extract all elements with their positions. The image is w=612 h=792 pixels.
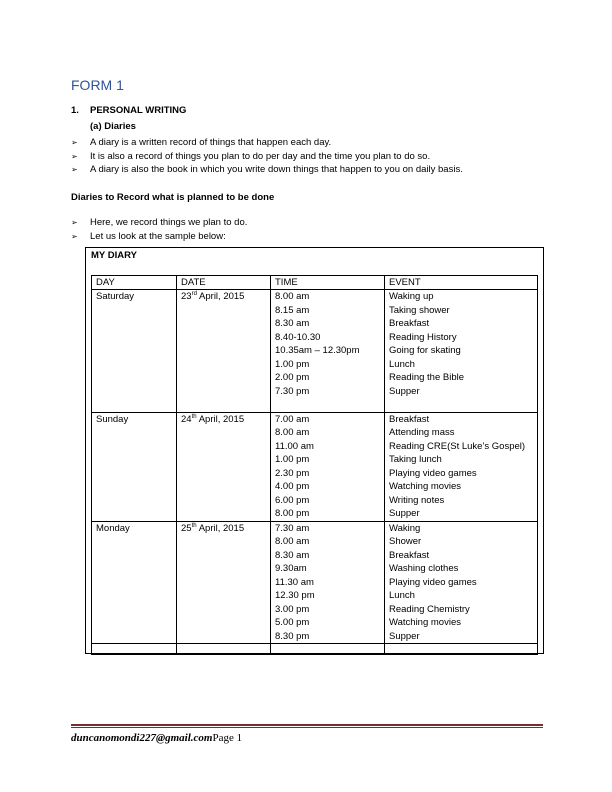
time-entry: 4.00 pm (275, 481, 310, 492)
day-name: Sunday (96, 413, 129, 425)
date-cell (177, 412, 271, 521)
date-day: 24 (181, 413, 192, 425)
section-heading (71, 105, 186, 116)
footer-rule (71, 724, 543, 726)
time-entry: 5.00 pm (275, 617, 310, 628)
footer-email: duncanomondi227@gmail.com (71, 732, 213, 744)
event-entry: Lunch (389, 590, 415, 601)
form-title: FORM 1 (71, 77, 124, 93)
date-text (181, 290, 266, 304)
event-entry: Going for skating (389, 345, 461, 356)
event-entry: Shower (389, 536, 422, 547)
event-entry: Playing video games (389, 467, 477, 479)
date-cell (177, 290, 271, 413)
header-event: EVENT (385, 276, 538, 290)
event-entry: Supper (389, 630, 420, 642)
time-entry: 8.00 pm (275, 508, 310, 519)
time-entry: 10.35am – 12.30pm (275, 345, 360, 356)
date-day: 25 (181, 522, 192, 534)
date-month-year: April, 2015 (196, 522, 245, 534)
arrow-bullet-icon: ➢ (71, 138, 78, 147)
arrow-bullet-icon: ➢ (71, 151, 78, 161)
list-item (71, 163, 463, 177)
event-entry: Supper (389, 508, 420, 519)
event-entry: Reading Chemistry (389, 603, 470, 615)
day-cell (92, 290, 177, 413)
diary-table (91, 275, 538, 655)
footer (71, 732, 242, 744)
arrow-bullet-icon: ➢ (71, 231, 78, 241)
event-entry: Watching movies (389, 481, 461, 492)
event-entry: Breakfast (389, 413, 430, 425)
time-entry: 11.30 am (275, 576, 314, 588)
time-entry: 8.30 pm (275, 630, 310, 642)
sample-bullet-list (71, 216, 247, 243)
event-entry: Writing notes (389, 494, 445, 506)
table-row (92, 290, 538, 413)
time-entry: 2.30 pm (275, 467, 310, 479)
bullet-text: It is also a record of things you plan to do per day and the time you plan to do so. (90, 150, 431, 162)
list-item (71, 150, 463, 164)
day-cell (92, 412, 177, 521)
time-entry: 2.00 pm (275, 372, 310, 383)
time-entry: 8.15 am (275, 304, 310, 316)
event-entry: Reading CRE(St Luke’s Gospel) (389, 440, 526, 452)
diary-body (92, 290, 538, 655)
date-suffix: rd (191, 290, 197, 297)
time-cell (271, 521, 385, 644)
day-name: Monday (96, 522, 130, 534)
diary-title: MY DIARY (91, 250, 137, 261)
empty-cell (177, 644, 271, 655)
event-cell (385, 290, 538, 413)
time-entry (275, 398, 380, 412)
date-suffix: th (191, 413, 197, 420)
intro-bullet-list (71, 136, 463, 177)
bullet-text: Here, we record things we plan to do. (90, 217, 248, 228)
arrow-bullet-icon: ➢ (71, 218, 78, 227)
list-item (71, 216, 247, 230)
table-header-row (92, 276, 538, 290)
time-entry: 1.00 pm (275, 454, 310, 465)
event-entry: Washing clothes (389, 563, 459, 574)
time-entry: 8.00 am (275, 291, 310, 302)
time-entry: 8.30 am (275, 549, 310, 561)
event-entry (389, 398, 533, 412)
subsection-heading: (a) Diaries (90, 121, 136, 132)
time-entry: 7.00 am (275, 413, 310, 425)
event-entry: Playing video games (389, 576, 477, 588)
event-cell (385, 521, 538, 644)
table-row (92, 521, 538, 644)
date-text (181, 413, 266, 427)
time-entry: 8.40-10.30 (275, 331, 321, 343)
time-entry: 3.00 pm (275, 603, 310, 615)
event-entry: Reading the Bible (389, 372, 464, 383)
event-entry: Lunch (389, 358, 415, 370)
footer-rule-thin (71, 727, 543, 728)
time-entry: 7.30 am (275, 522, 310, 534)
event-entry: Taking shower (389, 304, 450, 316)
time-entry: 6.00 pm (275, 494, 310, 506)
time-entry: 1.00 pm (275, 358, 310, 370)
bullet-text: A diary is also the book in which you write down things that happen to you on daily basis. (90, 164, 463, 175)
sub-heading: Diaries to Record what is planned to be done (71, 192, 275, 203)
date-day: 23 (181, 291, 192, 302)
empty-cell (92, 644, 177, 655)
time-entry: 8.00 am (275, 536, 310, 547)
date-month-year: April, 2015 (196, 291, 245, 302)
date-suffix: th (191, 522, 197, 529)
event-cell (385, 412, 538, 521)
day-cell (92, 521, 177, 644)
arrow-bullet-icon: ➢ (71, 165, 78, 174)
day-name: Saturday (96, 291, 135, 302)
list-item (71, 230, 247, 244)
event-entry: Watching movies (389, 617, 461, 628)
empty-cell (271, 644, 385, 655)
event-entry: Supper (389, 385, 420, 397)
bullet-text: A diary is a written record of things that happen each day. (90, 137, 332, 148)
date-month-year: April, 2015 (196, 413, 245, 425)
time-entry: 11.00 am (275, 440, 314, 452)
section-title: PERSONAL WRITING (90, 105, 187, 116)
time-entry: 8.30 am (275, 318, 310, 329)
empty-table-row (92, 644, 538, 655)
time-entry: 12.30 pm (275, 590, 315, 601)
bullet-text: Let us look at the sample below: (90, 230, 226, 242)
event-entry: Reading History (389, 331, 457, 343)
event-entry: Waking (389, 522, 421, 534)
event-entry: Breakfast (389, 549, 430, 561)
table-row (92, 412, 538, 521)
time-entry: 9.30am (275, 563, 307, 574)
date-text (181, 522, 266, 536)
page-number: Page 1 (212, 732, 243, 744)
date-cell (177, 521, 271, 644)
event-entry: Breakfast (389, 318, 430, 329)
section-number: 1. (71, 105, 79, 116)
time-cell (271, 290, 385, 413)
empty-cell (385, 644, 538, 655)
time-entry: 8.00 am (275, 427, 310, 438)
event-entry: Attending mass (389, 427, 455, 438)
header-date: DATE (177, 276, 271, 290)
time-cell (271, 412, 385, 521)
time-entry: 7.30 pm (275, 385, 310, 397)
event-entry: Waking up (389, 291, 434, 302)
header-time: TIME (271, 276, 385, 290)
header-day: DAY (92, 276, 177, 290)
list-item (71, 136, 463, 150)
event-entry: Taking lunch (389, 454, 442, 465)
diary-box (85, 247, 544, 654)
